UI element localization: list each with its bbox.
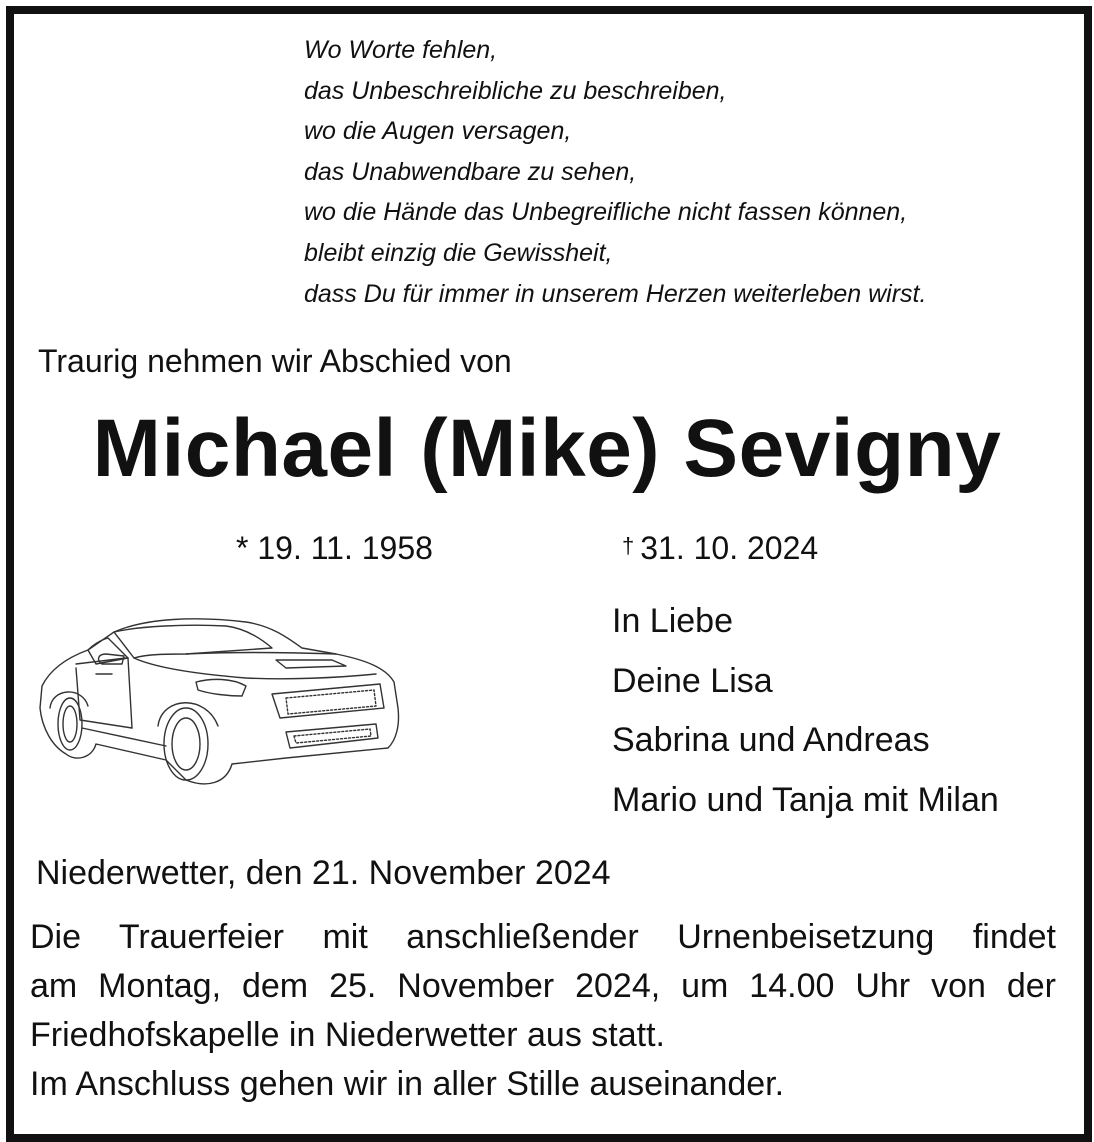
mourner-line: Sabrina und Andreas (612, 721, 930, 759)
death-date: 31. 10. 2024 (640, 530, 819, 566)
poem-line: wo die Augen versagen, (304, 117, 572, 146)
poem-line: dass Du für immer in unserem Herzen weiterleben wirst. (304, 279, 927, 308)
mourner-line: Mario und Tanja mit Milan (612, 780, 999, 819)
info-line: am Montag, dem 25. November 2024, um 14.00 Uhr von der (30, 967, 1056, 1005)
death-date-block (622, 530, 818, 567)
intro-text: Traurig nehmen wir Abschied von (38, 343, 512, 379)
poem (304, 30, 926, 314)
cross-icon: † (622, 533, 635, 558)
poem-line: das Unbeschreibliche zu beschreiben, (304, 76, 727, 105)
info-line: Im Anschluss gehen wir in aller Stille auseinander. (30, 1065, 785, 1103)
birth-date: * 19. 11. 1958 (236, 530, 433, 566)
deceased-name: Michael (Mike) Sevigny (92, 403, 1002, 494)
mourner-line: Deine Lisa (612, 661, 773, 700)
poem-line: wo die Hände das Unbegreifliche nicht fassen können, (304, 198, 908, 227)
mourners-list (612, 592, 999, 830)
place-date: Niederwetter, den 21. November 2024 (36, 854, 611, 892)
info-line: Die Trauerfeier mit anschließender Urnenbeisetzung findet (30, 918, 1056, 956)
poem-line: bleibt einzig die Gewissheit, (304, 238, 613, 267)
sports-car-icon (36, 608, 406, 790)
funeral-info (30, 913, 1056, 1109)
poem-line: Wo Worte fehlen, (304, 36, 498, 64)
poem-line: das Unabwendbare zu sehen, (304, 157, 637, 186)
info-line: Friedhofskapelle in Niederwetter aus statt. (30, 1016, 665, 1054)
mourner-line: In Liebe (612, 602, 733, 640)
